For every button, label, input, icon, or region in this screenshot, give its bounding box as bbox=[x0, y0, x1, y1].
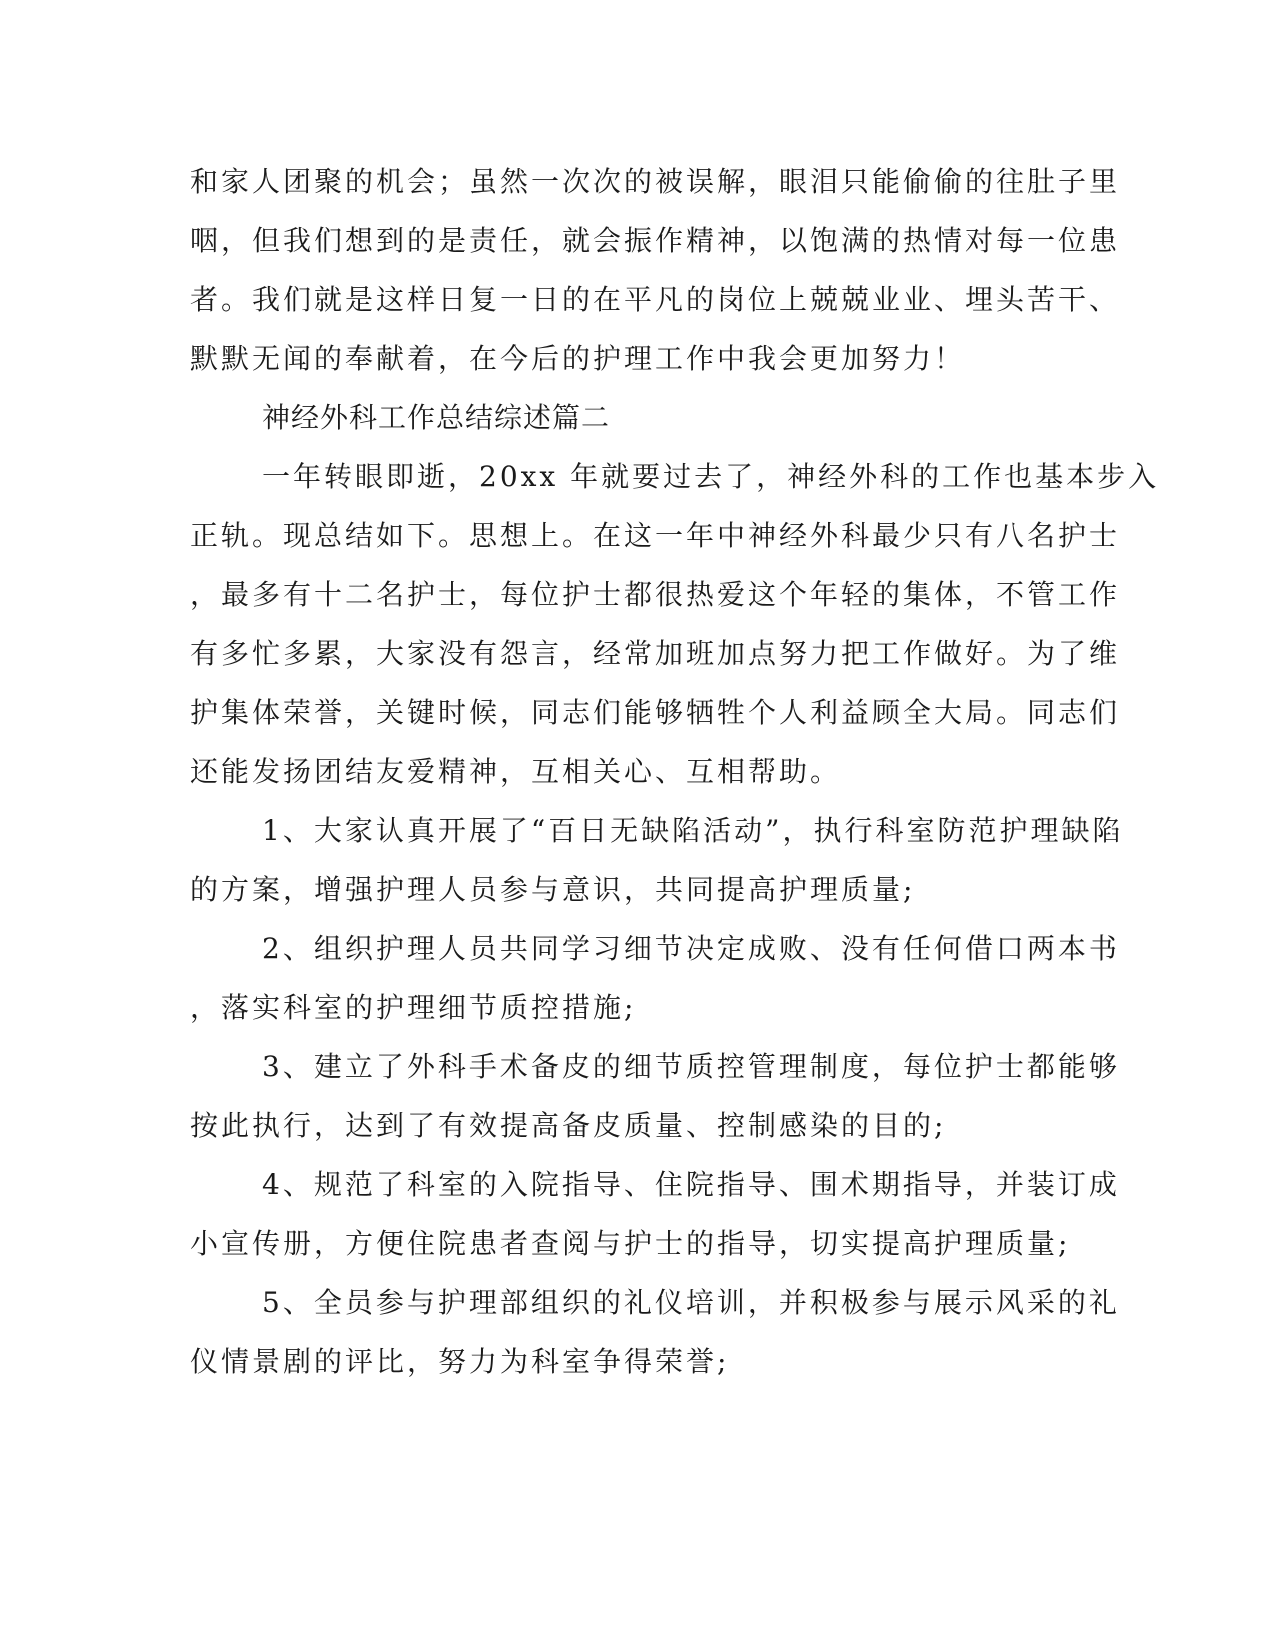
paragraph-line: 正轨。现总结如下。思想上。在这一年中神经外科最少只有八名护士 bbox=[190, 519, 1121, 552]
list-item-line: 按此执行，达到了有效提高备皮质量、控制感染的目的; bbox=[190, 1109, 947, 1142]
list-item-line: 仪情景剧的评比，努力为科室争得荣誉; bbox=[190, 1345, 730, 1378]
section-heading: 神经外科工作总结综述篇二 bbox=[262, 401, 611, 434]
list-item-line: 4、规范了科室的入院指导、住院指导、围术期指导，并装订成 bbox=[262, 1168, 1120, 1201]
list-item-line: 的方案，增强护理人员参与意识，共同提高护理质量; bbox=[190, 873, 916, 906]
paragraph-line: ，最多有十二名护士，每位护士都很热爱这个年轻的集体，不管工作 bbox=[190, 578, 1121, 611]
paragraph-line: 咽，但我们想到的是责任，就会振作精神，以饱满的热情对每一位患 bbox=[190, 224, 1121, 257]
paragraph-line: 者。我们就是这样日复一日的在平凡的岗位上兢兢业业、埋头苦干、 bbox=[190, 283, 1121, 316]
paragraph-line: 一年转眼即逝，20xx 年就要过去了，神经外科的工作也基本步入 bbox=[262, 460, 1160, 493]
list-item-line: 小宣传册，方便住院患者查阅与护士的指导，切实提高护理质量; bbox=[190, 1227, 1071, 1260]
paragraph-line: 有多忙多累，大家没有怨言，经常加班加点努力把工作做好。为了维 bbox=[190, 637, 1121, 670]
paragraph-line: 还能发扬团结友爱精神，互相关心、互相帮助。 bbox=[190, 755, 842, 788]
list-item-line: ，落实科室的护理细节质控措施; bbox=[190, 991, 637, 1024]
paragraph-line: 默默无闻的奉献着，在今后的护理工作中我会更加努力！ bbox=[190, 342, 966, 375]
list-item-line: 2、组织护理人员共同学习细节决定成败、没有任何借口两本书 bbox=[262, 932, 1120, 965]
paragraph-line: 护集体荣誉，关键时候，同志们能够牺牲个人利益顾全大局。同志们 bbox=[190, 696, 1121, 729]
list-item-line: 3、建立了外科手术备皮的细节质控管理制度，每位护士都能够 bbox=[262, 1050, 1120, 1083]
list-item-line: 1、大家认真开展了“百日无缺陷活动”，执行科室防范护理缺陷 bbox=[262, 814, 1124, 847]
paragraph-line: 和家人团聚的机会；虽然一次次的被误解，眼泪只能偷偷的往肚子里 bbox=[190, 165, 1121, 198]
list-item-line: 5、全员参与护理部组织的礼仪培训，并积极参与展示风采的礼 bbox=[262, 1286, 1120, 1319]
